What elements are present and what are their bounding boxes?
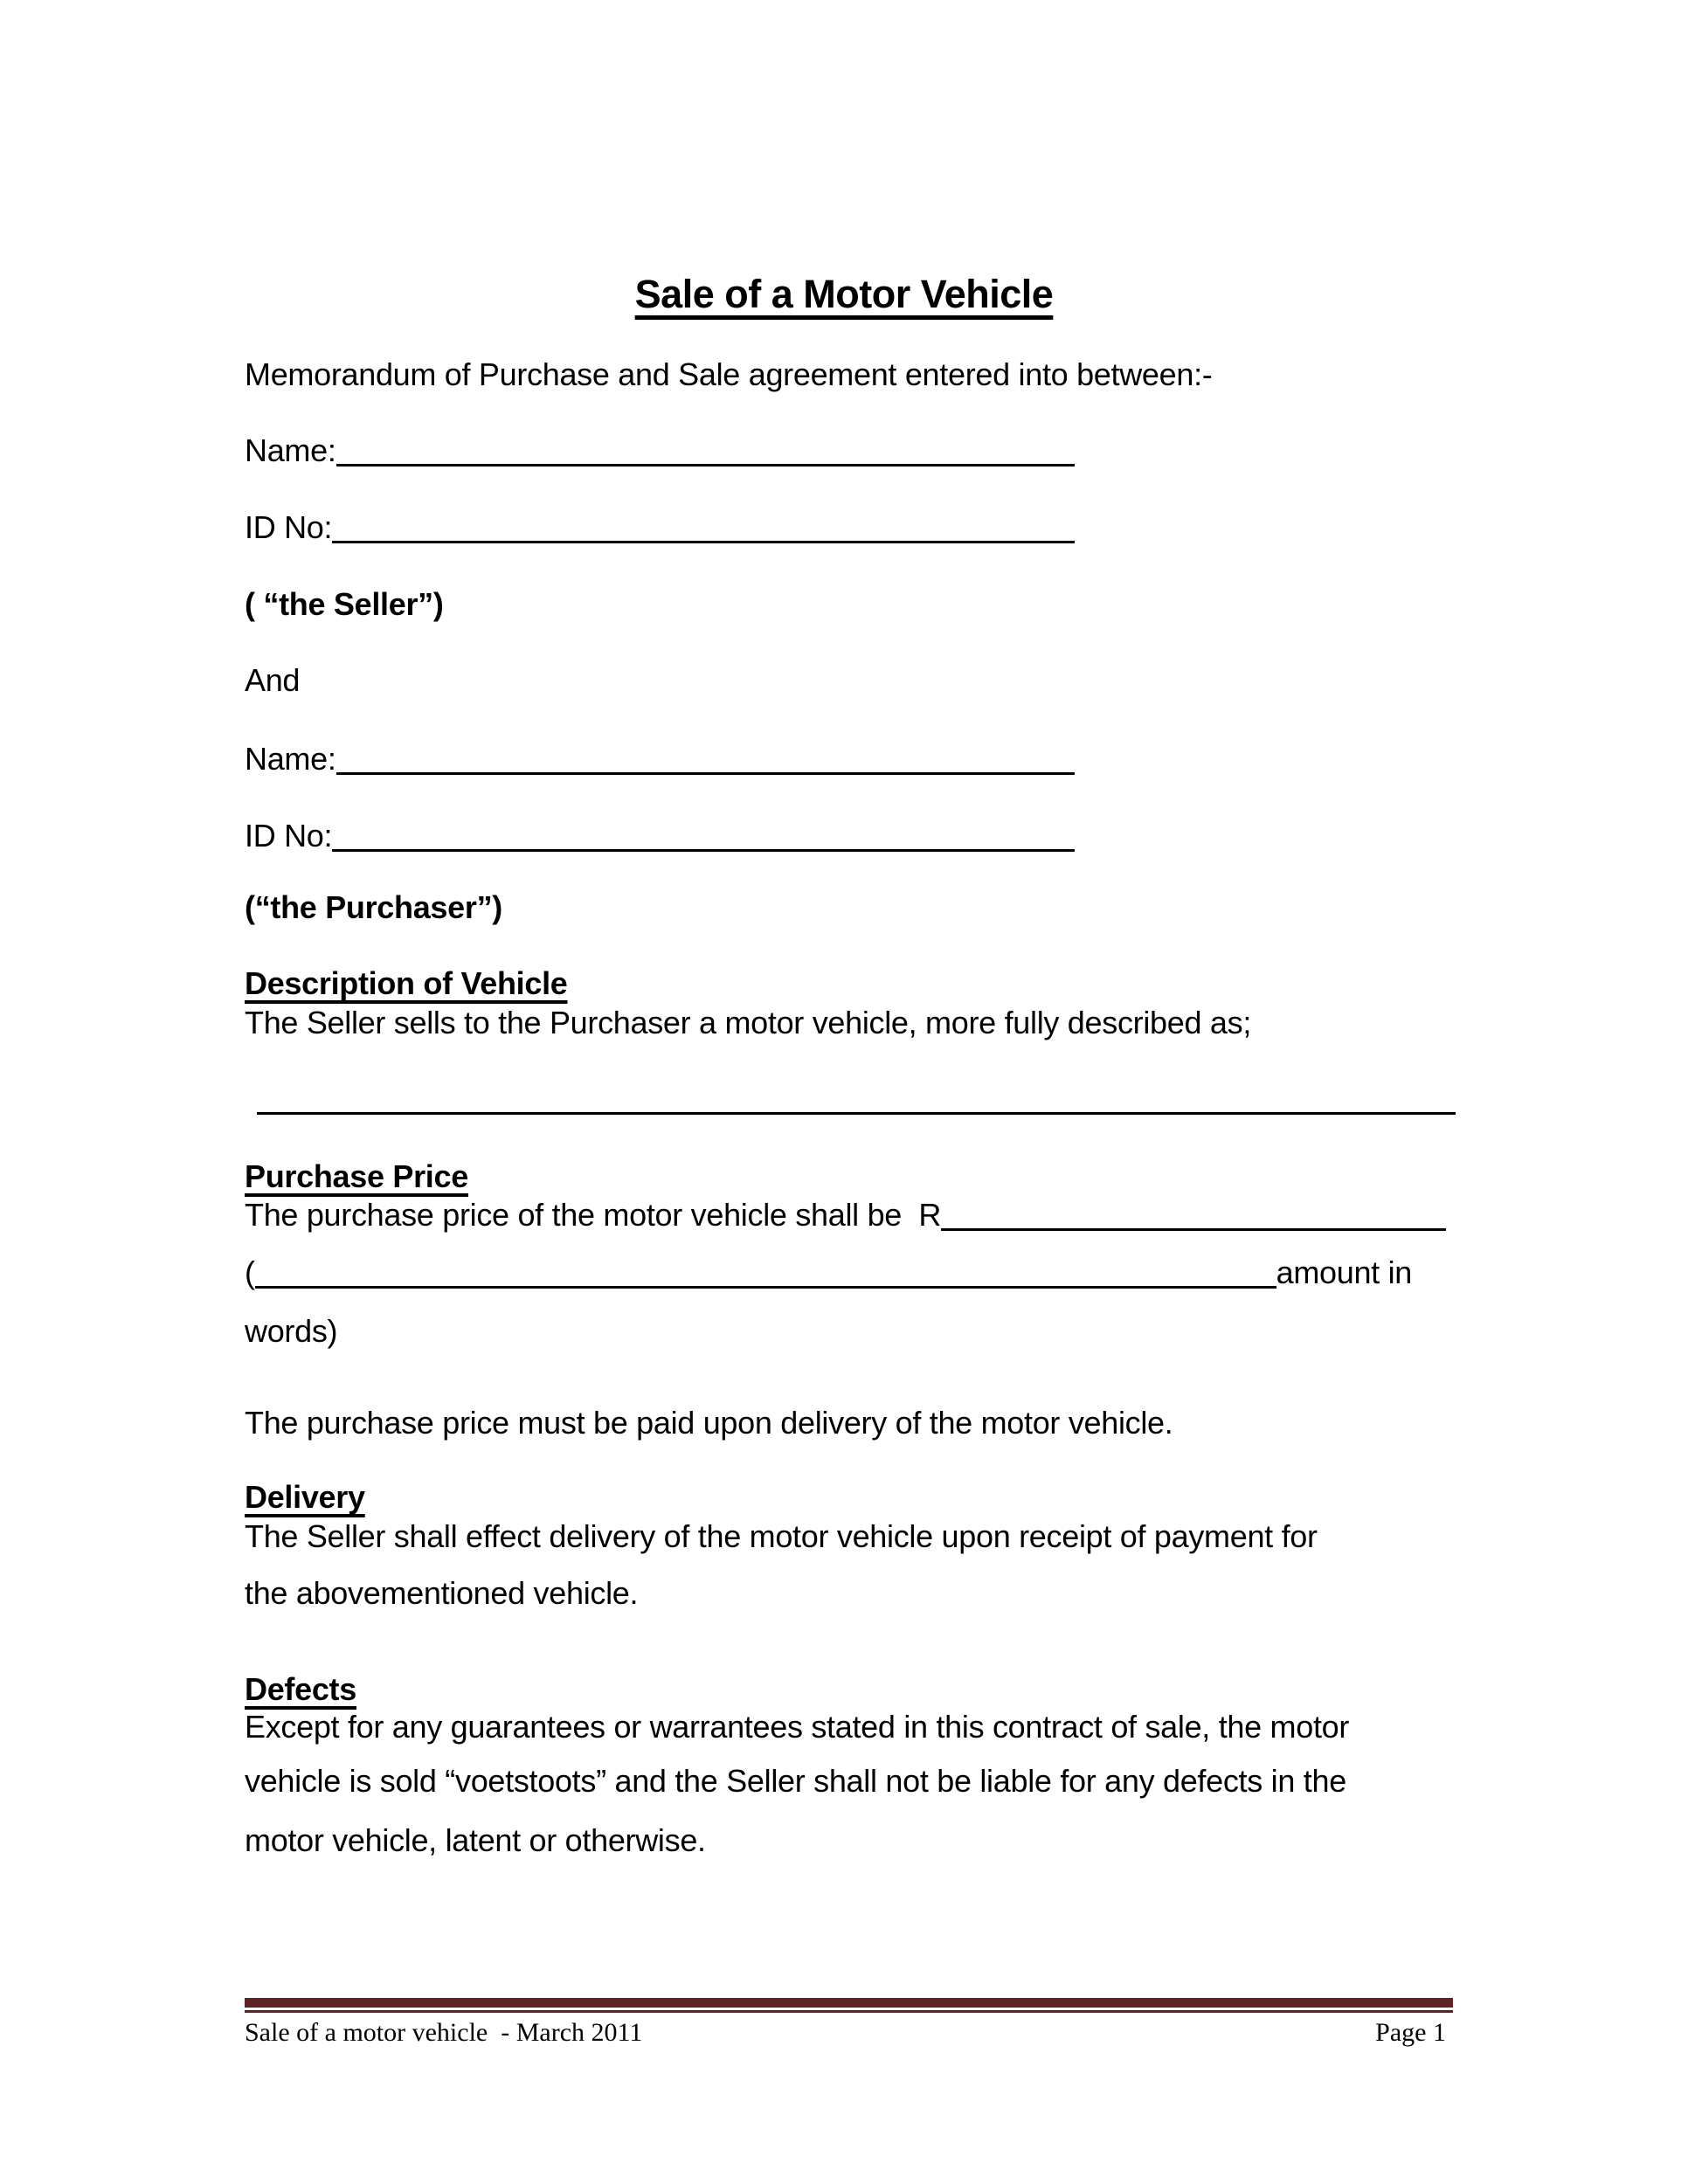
footer-document-name: Sale of a motor vehicle - March 2011 [245, 2018, 643, 2047]
purchaser-id-blank-line [332, 816, 1075, 852]
purchaser-name-field [245, 739, 1075, 778]
defects-line: vehicle is sold “voetstoots” and the Seller shall not be liable for any defects in the [245, 1763, 1346, 1799]
amount-in-words-blank-line [255, 1253, 1276, 1289]
amount-in-words-suffix: amount in [1276, 1254, 1412, 1290]
seller-name-blank-line [336, 431, 1075, 467]
conjunction-and: And [245, 662, 301, 698]
amount-in-words-close: words) [245, 1313, 338, 1349]
seller-name-label: Name: [245, 432, 336, 468]
purchaser-name-blank-line [336, 739, 1075, 775]
seller-id-field [245, 508, 1075, 547]
footer-rule-thick [245, 1998, 1453, 2008]
description-heading: Description of Vehicle [245, 965, 568, 1001]
purchase-price-heading: Purchase Price [245, 1158, 468, 1194]
footer-rule-thin [245, 2010, 1453, 2013]
seller-id-label: ID No: [245, 509, 333, 545]
seller-name-field [245, 431, 1075, 470]
delivery-line: The Seller shall effect delivery of the motor vehicle upon receipt of payment for [245, 1518, 1318, 1554]
amount-in-words-open-paren: ( [245, 1254, 255, 1290]
description-body: The Seller sells to the Purchaser a motor vehicle, more fully described as; [245, 1005, 1252, 1040]
page-footer [245, 2016, 1446, 2049]
purchase-price-note: The purchase price must be paid upon delivery of the motor vehicle. [245, 1405, 1173, 1441]
description-blank-line [257, 1112, 1456, 1115]
defects-line: motor vehicle, latent or otherwise. [245, 1822, 706, 1858]
delivery-line: the abovementioned vehicle. [245, 1575, 639, 1611]
page-title: Sale of a Motor Vehicle [634, 272, 1054, 316]
purchaser-id-field [245, 816, 1075, 855]
purchase-price-amount-field [245, 1195, 1446, 1234]
seller-id-blank-line [332, 508, 1075, 543]
defects-heading: Defects [245, 1671, 356, 1707]
footer-page-number: Page 1 [1375, 2018, 1446, 2047]
purchaser-designation: (“the Purchaser”) [245, 889, 502, 925]
purchase-price-amount-label: The purchase price of the motor vehicle shall be R [245, 1197, 942, 1233]
amount-in-words-field [245, 1253, 1412, 1292]
intro-paragraph: Memorandum of Purchase and Sale agreement entered into between:- [245, 356, 1213, 392]
defects-line: Except for any guarantees or warrantees stated in this contract of sale, the motor [245, 1709, 1350, 1745]
seller-designation: ( “the Seller”) [245, 586, 444, 622]
delivery-heading: Delivery [245, 1479, 365, 1515]
purchaser-id-label: ID No: [245, 818, 333, 854]
purchase-price-amount-blank-line [941, 1195, 1446, 1231]
purchaser-name-label: Name: [245, 741, 336, 777]
